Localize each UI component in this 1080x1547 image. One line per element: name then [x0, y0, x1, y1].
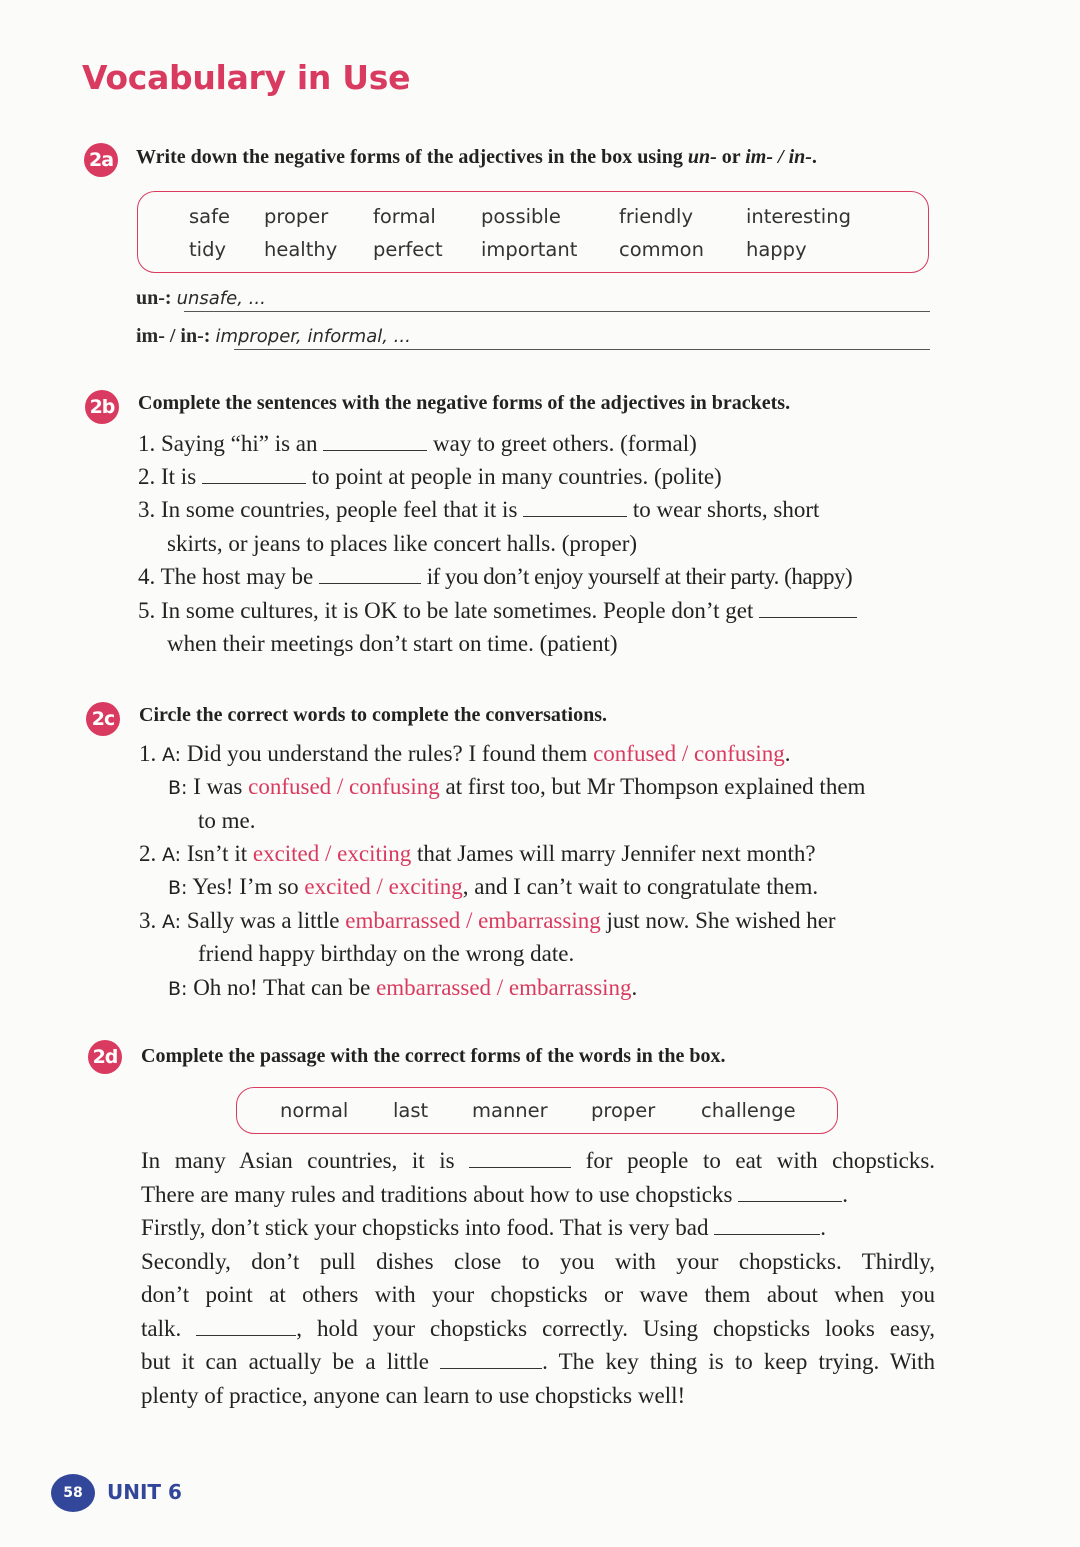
word-box-item: formal — [373, 205, 436, 228]
exercise-2b-instruction: Complete the sentences with the negative forms of the adjectives in brackets. — [138, 392, 791, 414]
passage-text: . — [820, 1215, 826, 1240]
passage-text: but it can actually be a little — [141, 1349, 429, 1374]
instruction-end: . — [811, 146, 817, 168]
sentence-text: if you don’t enjoy yourself at their party. (happy) — [426, 564, 853, 589]
answer-blank[interactable] — [323, 432, 427, 451]
prefix-im-in: im- / in- — [745, 146, 812, 168]
sentence-text: to wear shorts, short — [632, 497, 820, 522]
exercise-badge-2d: 2d — [88, 1040, 122, 1074]
speaker-b: B: — [168, 877, 188, 899]
sentence-5-cont: when their meetings don’t start on time. (patient) — [167, 631, 618, 656]
speaker-a: A: — [162, 844, 182, 866]
answer-blank[interactable] — [759, 599, 857, 618]
answer-blank[interactable] — [196, 1317, 296, 1336]
speaker-b: B: — [168, 978, 188, 1000]
item-number: 1. — [139, 741, 157, 766]
conversation-3-a-cont: friend happy birthday on the wrong date. — [198, 941, 575, 966]
word-box-item: possible — [481, 205, 561, 228]
line-text: at first too, but Mr Thompson explained them — [445, 774, 866, 799]
item-number: 2. — [138, 464, 156, 489]
conversation-3-b — [168, 975, 637, 1001]
line-text: . — [631, 975, 638, 1000]
item-number: 1. — [138, 431, 156, 456]
sentence-text: way to greet others. (formal) — [433, 431, 697, 456]
speaker-a: A: — [162, 911, 182, 933]
word-box-2d — [236, 1087, 838, 1134]
sentence-text: It is — [161, 464, 197, 489]
word-box-item: healthy — [264, 238, 338, 261]
unit-label: UNIT 6 — [107, 1480, 182, 1504]
sentence-text: In some cultures, it is OK to be late sometimes. People don’t get — [161, 598, 754, 623]
passage-line: Secondly, don’t pull dishes close to you with your chopsticks. Thirdly, — [141, 1249, 935, 1274]
answer-blank[interactable] — [738, 1183, 842, 1202]
un-label: un-: — [136, 287, 172, 309]
word-box-item: tidy — [189, 238, 226, 261]
line-text: . — [784, 741, 791, 766]
sentence-1 — [138, 431, 697, 457]
word-choice[interactable]: excited / exciting — [304, 874, 463, 899]
word-box-item: safe — [189, 205, 230, 228]
sentence-2 — [138, 464, 722, 490]
word-box-item: happy — [746, 238, 807, 261]
passage-line — [141, 1182, 935, 1208]
exercise-badge-2a: 2a — [84, 143, 118, 177]
conversation-2-b — [168, 874, 818, 900]
im-in-answer-line[interactable] — [234, 349, 930, 350]
item-number: 2. — [139, 841, 157, 866]
exercise-badge-2c: 2c — [86, 702, 120, 736]
line-text: I was — [193, 774, 243, 799]
word-choice[interactable]: confused / confusing — [248, 774, 440, 799]
word-choice[interactable]: embarrassed / embarrassing — [345, 908, 601, 933]
im-in-example: improper, informal, ... — [215, 326, 411, 347]
line-text: Isn’t it — [186, 841, 248, 866]
line-text: just now. She wished her — [606, 908, 836, 933]
passage-text: talk. — [141, 1316, 182, 1341]
speaker-a: A: — [162, 744, 182, 766]
conversation-2-a — [139, 841, 816, 867]
passage-text: . — [842, 1182, 848, 1207]
im-in-label: im- / in-: — [136, 325, 211, 347]
item-number: 3. — [138, 497, 156, 522]
exercise-badge-2b: 2b — [85, 390, 119, 424]
answer-blank[interactable] — [469, 1149, 571, 1168]
word-box-item: proper — [264, 205, 329, 228]
word-box-item: last — [393, 1099, 429, 1122]
passage-text: Firstly, don’t stick your chopsticks into food. That is very bad — [141, 1215, 709, 1240]
un-answer-line[interactable] — [184, 311, 930, 312]
word-choice[interactable]: excited / exciting — [252, 841, 412, 866]
answer-blank[interactable] — [714, 1216, 820, 1235]
passage-line: plenty of practice, anyone can learn to use chopsticks well! — [141, 1383, 686, 1408]
item-number: 4. — [138, 564, 156, 589]
word-choice[interactable]: embarrassed / embarrassing — [376, 975, 632, 1000]
sentence-text: The host may be — [160, 564, 314, 589]
exercise-2d-instruction: Complete the passage with the correct forms of the words in the box. — [141, 1045, 726, 1067]
passage-line — [141, 1148, 935, 1174]
line-text: Oh no! That can be — [193, 975, 371, 1000]
answer-blank[interactable] — [202, 465, 306, 484]
answer-blank[interactable] — [319, 565, 421, 584]
item-number: 5. — [138, 598, 156, 623]
line-text: , and I can’t wait to congratulate them. — [462, 874, 819, 899]
instruction-or: or — [716, 146, 746, 168]
sentence-3-cont: skirts, or jeans to places like concert halls. (proper) — [167, 531, 638, 556]
prefix-un: un- — [687, 146, 717, 168]
answer-blank[interactable] — [440, 1350, 542, 1369]
instruction-text: Write down the negative forms of the adjectives in the box using — [136, 146, 688, 168]
speaker-b: B: — [168, 777, 188, 799]
passage-line: don’t point at others with your chopsticks or wave them about when you — [141, 1282, 935, 1307]
word-choice[interactable]: confused / confusing — [593, 741, 785, 766]
passage-text: . The key thing is to keep trying. With — [542, 1349, 936, 1374]
sentence-4 — [138, 564, 852, 590]
sentence-text: Saying “hi” is an — [161, 431, 318, 456]
exercise-2a-instruction — [136, 146, 817, 169]
conversation-1-a — [139, 741, 790, 767]
word-box-2a — [137, 191, 929, 273]
passage-line — [141, 1215, 935, 1241]
passage-line — [141, 1349, 935, 1375]
word-box-item: manner — [472, 1099, 548, 1122]
sentence-text: In some countries, people feel that it is — [161, 497, 518, 522]
page-number: 58 — [51, 1474, 95, 1512]
word-box-item: proper — [591, 1099, 656, 1122]
line-text: that James will marry Jennifer next month? — [417, 841, 816, 866]
word-box-item: interesting — [746, 205, 851, 228]
word-box-item: common — [619, 238, 704, 261]
page-title: Vocabulary in Use — [82, 58, 411, 97]
word-box-item: important — [481, 238, 578, 261]
word-box-item: friendly — [619, 205, 693, 228]
exercise-2c-instruction: Circle the correct words to complete the conversations. — [139, 704, 608, 726]
sentence-3 — [138, 497, 819, 523]
conversation-1-b — [168, 774, 865, 800]
word-box-item: perfect — [373, 238, 443, 261]
word-box-item: challenge — [701, 1099, 796, 1122]
sentence-text: to point at people in many countries. (polite) — [311, 464, 722, 489]
un-answer-row — [136, 287, 266, 310]
word-box-item: normal — [280, 1099, 349, 1122]
passage-text: , hold your chopsticks correctly. Using chopsticks looks easy, — [296, 1316, 935, 1341]
answer-blank[interactable] — [523, 498, 627, 517]
passage-line — [141, 1316, 935, 1342]
line-text: Did you understand the rules? I found them — [186, 741, 588, 766]
conversation-3-a — [139, 908, 836, 934]
im-in-answer-row — [136, 325, 411, 348]
passage-text: There are many rules and traditions about how to use chopsticks — [141, 1182, 733, 1207]
line-text: Yes! I’m so — [192, 874, 299, 899]
passage-text: In many Asian countries, it is — [141, 1148, 455, 1173]
item-number: 3. — [139, 908, 157, 933]
line-text: Sally was a little — [186, 908, 340, 933]
conversation-1-b-cont: to me. — [198, 808, 256, 833]
passage-text: for people to eat with chopsticks. — [585, 1148, 936, 1173]
un-example: unsafe, ... — [176, 288, 266, 309]
sentence-5 — [138, 598, 857, 624]
